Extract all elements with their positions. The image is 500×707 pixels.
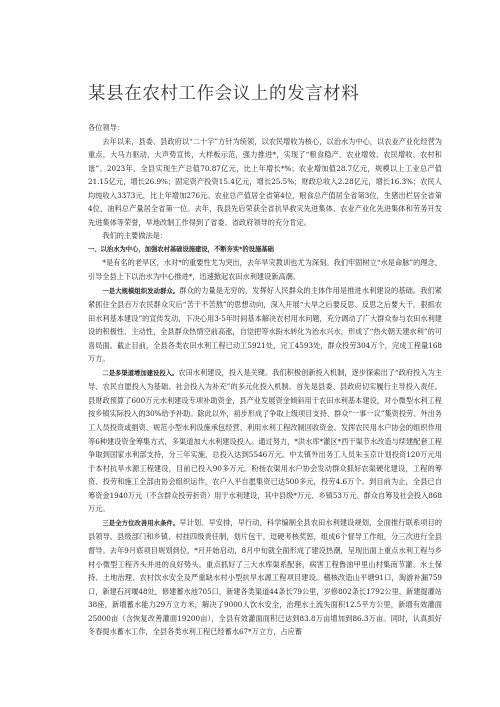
document-body [88, 121, 442, 639]
section1-paragraph-2 [88, 284, 442, 366]
section-heading: 一、以治水为中心，加强农村基础设施建设，不断夯实*的设施基础 [88, 245, 274, 253]
section3-paragraph [88, 516, 442, 639]
paragraph-lead: 二是多渠道增加建设投入。 [102, 369, 179, 377]
section1-paragraph-3 [88, 366, 442, 516]
salutation: 各位领导： [88, 123, 124, 132]
summary-intro: 我们的主要做法是： [102, 231, 168, 241]
section1-paragraph-1: *是有名的老旱区，水对*的重要性尤为突出，去年旱灾教训也尤为深刻。我们牢固树立“水是命脉”的理念，引导全县上下以治水为中心推进*，迅速掀起农田水利建设新高潮。 [88, 258, 442, 282]
paragraph-lead: 三是全方位改善用水条件。 [102, 519, 180, 527]
paragraph-text: 群众的力量是无穷的，发挥好人民群众的主体作用是推进水利建设的基础。我们紧紧抓住全县百万农民群众灾后“苦干不苦熬”的思想动向，深入开展“大旱之后要反思、反思之后要大干，狠抓农田水利基本建设”的宣传发动，下决心用3-5年时间基本解决农村用水问题，充分调动了广大群众参与农田水利建设的积极性、主动性，全县群众热情空前高涨，自觉把等水盼水转化为治水兴水，形成了“热火朝天建水利”的可喜局面。截止目前，全县各类农田水利工程已动工5921处，完工4593处，群众投劳304万个，完成工程量168万方。 [88, 285, 442, 364]
paragraph-lead: 一是大规模组织发动群众。 [102, 287, 180, 295]
paragraph-text: 农田水利建设，投入是关键。我们积极创新投入机制，逐步探索出了“政府投入为主导、农民自愿投入为基础、社会投入为补充”的多元化投入机制。首先是县委、县政府切实履行主导投入责任。县财政预算了600万元水利建设专项补助资金，县产业发展资金倾斜用于农田水利基本建设，对小微型水利工程按乡镇实际投入的30%给予补助。除此以外，初步形成了争取上级项目支持、群众“一事一议”集资投劳、外出务工人员投资或捐资、规范小型水利设施承包经营、利用水利工程改制回收资金、发挥农民用水户协会的组织作用等6种建设资金筹集方式，多渠道加大水利建设投入。通过努力，*洪水库*灌区*西干渠节水改造与续建配套工程争取到国家水利部支持，分三年实施，总投入达到5546万元。中太镇外出务工人员朱玉京计划投资120万元用于本村抗旱水源工程建设，目前已投入90多万元。粉扬农渠用水户协会发动群众抓好农渠硬化建设，工程的筹资、投劳和施工全部由协会组织运作，农户入平自愿集资已达500多元，投劳4.6万个。到目前为止，全县已自筹资金1940万元（不含群众投劳折资）用于水利建设，其中县级*万元、乡镇53万元、群众自筹及社会投入868万元。 [88, 367, 442, 514]
paragraph-text: 早计划、早安排，早行动，科学编制全县农田水利建设规划，全面推行联系项目的县领导、县级部门和乡镇、村挂四级责任制，划片包干，逗硬考核奖惩，组成6个督导工作组，分三次进行全县督导。去年9月底项目规划到位，*月开始启动，8月中旬就全面形成了建设热潮，呈现出面上重点水利工程与乡村小微型工程齐头并进的良好势头。重点抓好了三大水库渠系配套，病害工程鲁油甲里山村集南节灌、水土保持、土地治理、农村饮水安全及严重缺水村小型抗旱水源工程项目建设。稽核改造山平塘91口，淘游补漏759口，新建石河堰48处，修建蓄水池705口，新建各类渠道44条长79公里，岁修802条长1792公里，新建提灌站38座，新增蓄水能力29万立方米，解决了9000人饮水安全，治理水土流失面积12.5平方公里，新增有效灌面25000亩（含恢复改善灌面19200亩），全县有效灌面面积已达到83.8万亩增加到86.3万亩。同时，认真抓好冬春提水蓄水工作，全县各类水利工程已经蓄水67*万立方，占应蓄 [88, 517, 442, 637]
document-title: 某县在农村工作会议上的发言材料 [88, 84, 360, 104]
intro-paragraph: 去年以来，县委、县政府以“二十字”方针为统领，以农民增收为核心，以治水为中心，以农业产业化经营为重点，大马力驱动，大声势宣传，大样板示范，强力推进*，实现了“粮食稳产、农业增效、农民增收、农村和谐”。2023年，全县实现生产总值70.87亿元，比上年增长*%；农业增加值28.7亿元，规模以上工业总产值21.15亿元，增长26.9%；固定资产投资15.4亿元，增长25.5%；财政总收入2.28亿元，增长16.3%；农民人均纯收入3373元，比上年增加276元。农业总产值居全省第4位，粮食总产值居全省第3位，生猪出栏居全省第4位，油料总产量居全省第一位。去年，我县先后荣获全省抗旱救灾先进集体、农业产业化先进集体和劳务开发先进集体等荣誉，旱地改制工作得到了省委、省政府领导的充分肯定。 [88, 136, 442, 227]
